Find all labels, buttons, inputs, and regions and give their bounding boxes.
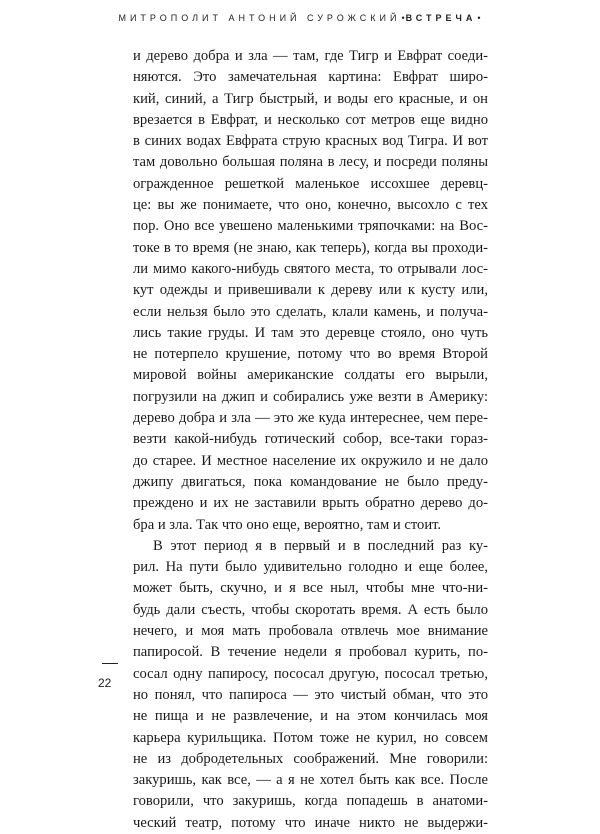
text-line: говорили, что закуришь, когда попадешь в анатоми- [133,793,488,810]
text-line: не пища и не развлечение, и на этом кончилась моя [133,708,488,725]
text-line: токе в то время (не знаю, как теперь), когда вы проходи- [133,239,488,256]
running-head-separator-left: • [401,13,405,23]
text-line: если нельзя было это сделать, клали камень, и получа- [133,303,488,320]
text-line: кут одежды и привешивали к дереву или к кусту или, [133,282,488,299]
text-line: папиросой. В течение недели я пробовал курить, по- [133,644,488,661]
text-line: В этот период я в первый и в последний раз ку- [153,537,488,554]
text-line: везти какой-нибудь готический собор, все-таки горaз- [133,431,488,448]
text-line: в синих водах Евфрата струю красных вод Тигра. И вот [133,133,488,150]
running-head-separator-right: • [477,13,481,23]
body-text [133,46,488,834]
page-number: 22 [98,676,112,690]
text-line: может быть, скучно, и я все ныл, чтобы мне что-ни- [133,580,488,597]
text-line: джипу двигаться, пока командование не было преду- [133,473,488,490]
text-line: врезается в Евфрат, и несколько сот метров еще видно [133,111,488,128]
text-line: бра и зла. Так что оно еще, вероятно, там и стоит. [133,516,442,533]
text-line: карьера курильщика. Потом тоже не курил, но совсем [133,729,488,746]
text-line: не потерпело крушение, потому что во время Второй [133,346,488,363]
text-line: це: вы же понимаете, что оно, конечно, высохло с тех [133,197,488,214]
text-line: преждено и их не заставили врыть обратно дерево до- [133,495,488,512]
text-line: нечего, и моя мать пробовала отвлечь мое внимание [133,623,488,640]
text-line: кий, синий, а Тигр быстрый, и воды его красные, и он [133,90,488,107]
text-line: и дерево добра и зла — там, где Тигр и Евфрат соеди- [133,48,488,64]
text-line: до старее. И местное население их окружило и не дало [133,452,488,469]
text-line: не из добродетельных соображений. Мне говорили: [133,750,488,767]
text-line: сосал одну папиросу, пососал другую, пососал третью, [133,665,488,682]
text-line: пор. Оно все увешено маленькими тряпочками: на Вос- [133,218,488,235]
text-line: огражденное решеткой маленькое иссохшее деревц- [133,175,488,192]
text-line: ческий театр, потому что иначе никто не выдержи- [133,814,488,831]
running-head-author: МИТРОПОЛИТ АНТОНИЙ СУРОЖСКИЙ [118,13,401,23]
text-line: дерево добра и зла — это же куда интереснее, чем пере- [133,410,488,427]
text-line: няются. Это замечательная картина: Евфрат широ- [133,69,488,86]
page-number-rule [102,663,118,664]
text-line: ли мимо какого-нибудь святого места, то отрывали лос- [133,260,488,277]
text-line: там довольно большая поляна в лесу, и посреди поляны [133,154,488,171]
text-line: лись такие груды. И там это деревце стояло, оно чуть [133,324,488,341]
text-line: рил. На пути было удивительно голодно и еще более, [133,559,488,576]
text-line: но понял, что папироса — это чистый обман, что это [133,686,488,703]
text-line: закуришь, как все, — а я не хотел быть как все. После [133,772,488,789]
paragraph-2 [133,536,488,834]
text-line: мировой войны американские солдаты его вырыли, [133,367,488,384]
text-line: будь дали съесть, чтобы скоротать время. А есть было [133,601,488,618]
running-head-title: ВСТРЕЧА [405,13,477,23]
text-line: погрузили на джип и собирались уже везти в Америку: [133,388,488,405]
running-head [0,13,600,23]
paragraph-1 [133,46,488,536]
